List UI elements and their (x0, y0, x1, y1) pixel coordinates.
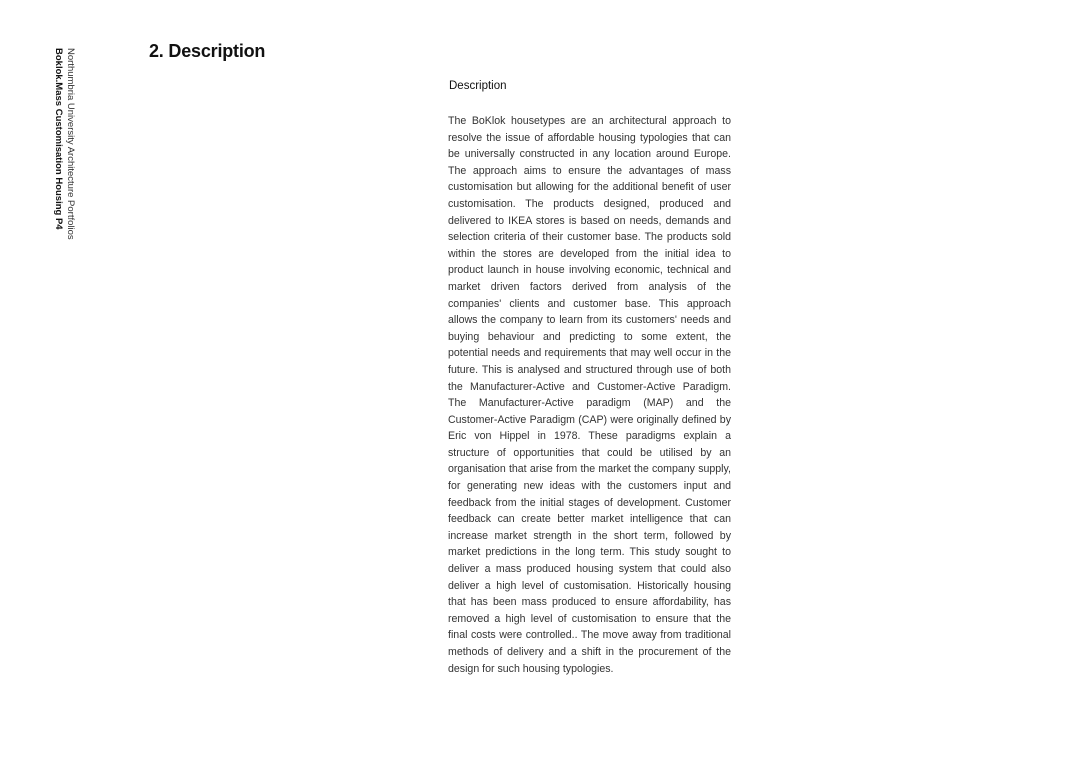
subheading: Description (449, 80, 507, 92)
body-paragraph: The BoKlok housetypes are an architectural approach to resolve the issue of affordable housing typologies that can be universally constructed in any location around Europe. The approach aims to ensure the advantages of mass customisation but allowing for the additional benefit of user customisation. The products designed, produced and delivered to IKEA stores is based on needs, demands and selection criteria of their customer base. The products sold within the stores are developed from the initial idea to product launch in house involving economic, technical and market driven factors derived from analysis of the companies' clients and customer base. This approach allows the company to learn from its customers' needs and buying behaviour and predicting to some extent, the potential needs and requirements that may well occur in the future. This is analysed and structured through use of both the Manufacturer-Active and Customer-Active Paradigm. The Manufacturer-Active paradigm (MAP) and the Customer-Active Paradigm (CAP) were originally defined by Eric von Hippel in 1978. These paradigms explain a structure of opportunities that could be utilised by an organisation that arise from the market the company supply, for generating new ideas with the customers input and feedback from the initial stages of development. Customer feedback can create better market intelligence that can increase market strength in the short term, followed by market predictions in the long term. This study sought to deliver a mass produced housing system that could also deliver a high level of customisation. Historically housing that has been mass produced to ensure affordability, has removed a high level of customisation to ensure that the final costs were controlled.. The move away from traditional methods of delivery and a shift in the procurement of the design for such housing typologies. (448, 115, 731, 675)
section-title: 2. Description (149, 41, 266, 61)
side-label-project: Boklok.Mass Customisation Housing P4 (53, 48, 64, 230)
side-label (46, 48, 76, 248)
side-label-institution: Northumbria University Architecture Portfolios (65, 48, 76, 240)
